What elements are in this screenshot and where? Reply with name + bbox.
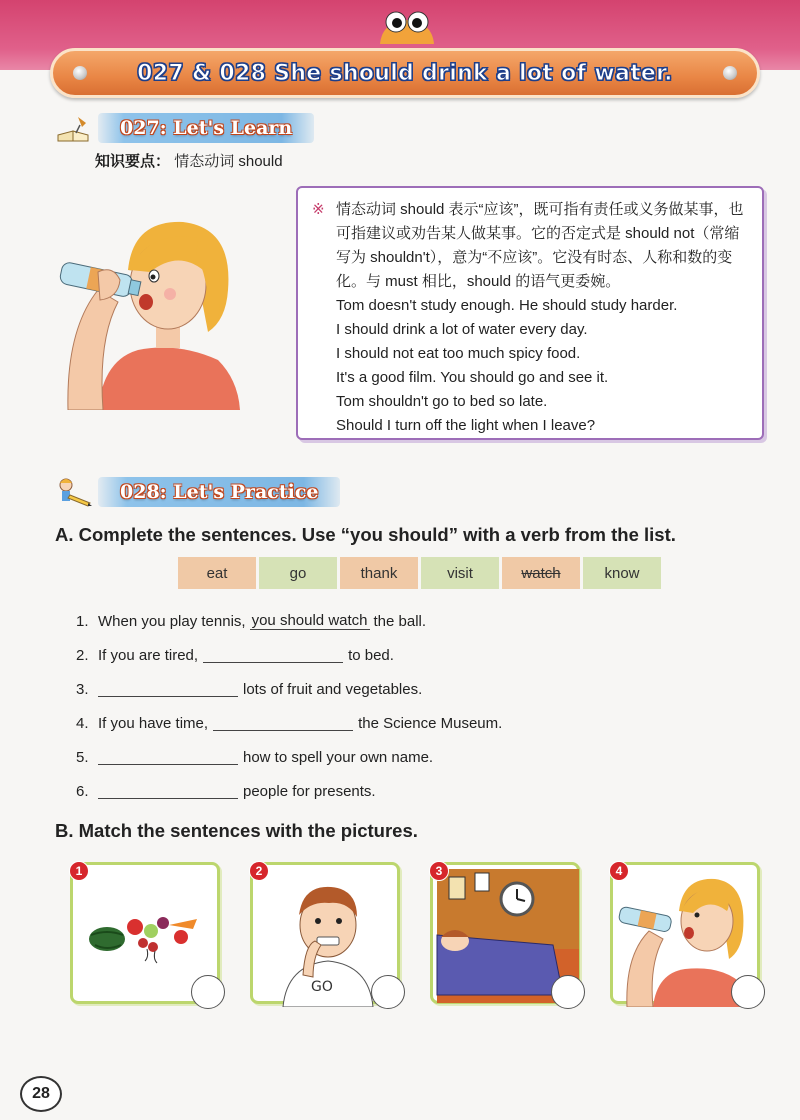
picture-row — [70, 862, 760, 1012]
sentence-row: 6. people for presents. — [76, 782, 376, 800]
sentence-row: 4. If you have time, the Science Museum. — [76, 714, 503, 732]
key-points-label: 知识要点： — [95, 153, 171, 170]
key-points-value: 情态动词 should — [174, 153, 283, 170]
word-box-used: watch — [502, 557, 580, 589]
answer-blank[interactable] — [203, 647, 343, 663]
answer-circle[interactable] — [551, 975, 585, 1009]
answer-circle[interactable] — [371, 975, 405, 1009]
word-box: eat — [178, 557, 256, 589]
exercise-a-heading: A. Complete the sentences. Use “you should” with a verb from the list. — [55, 524, 676, 545]
exercise-a-sentences — [76, 604, 676, 808]
answer-blank[interactable] — [98, 783, 238, 799]
sentence-row: 2. If you are tired, to bed. — [76, 646, 394, 664]
exercise-b-heading: B. Match the sentences with the pictures. — [55, 820, 418, 841]
note-mark-icon: ※ — [312, 201, 325, 218]
example-answer: you should watch — [251, 612, 368, 629]
example-sentence: Tom shouldn't go to bed so late. — [336, 393, 548, 410]
picture-card-fruit — [70, 862, 220, 1004]
sentence-row: 3. lots of fruit and vegetables. — [76, 680, 423, 698]
example-sentence: Should I turn off the light when I leave? — [336, 417, 596, 434]
pencil-kid-icon — [56, 477, 92, 507]
word-box: visit — [421, 557, 499, 589]
example-sentence: I should drink a lot of water every day. — [336, 321, 588, 338]
word-box: know — [583, 557, 661, 589]
picture-number-badge: 1 — [69, 861, 89, 881]
lesson-title: 027 & 028 She should drink a lot of water. — [137, 60, 673, 86]
lesson-title-banner — [50, 48, 760, 98]
grammar-note-box — [296, 186, 764, 440]
section-tag-learn — [56, 112, 314, 144]
picture-number-badge: 4 — [609, 861, 629, 881]
word-box: go — [259, 557, 337, 589]
svg-text:GO: GO — [311, 979, 333, 995]
picture-number-badge: 3 — [429, 861, 449, 881]
word-list — [178, 557, 664, 589]
sentence-row: 1. When you play tennis, you should watch the ball. — [76, 612, 427, 630]
picture-card-girl — [610, 862, 760, 1004]
pin-icon — [723, 66, 737, 80]
answer-blank[interactable] — [213, 715, 353, 731]
example-sentence: It's a good film. You should go and see it. — [336, 369, 609, 386]
grammar-note-text: 情态动词 should 表示“应该”，既可指有责任或义务做某事，也可指建议或劝告某人做某事。它的否定式是 should not（常缩写为 shouldn't），意为“不应该”。它没有时态、人称和数的变化。与 must 相比，should 的语气更委婉。 — [336, 201, 744, 290]
section-tag-practice — [56, 476, 340, 508]
example-sentence: Tom doesn't study enough. He should study harder. — [336, 297, 678, 314]
picture-number-badge: 2 — [249, 861, 269, 881]
book-lamp-icon — [56, 113, 92, 143]
grammar-note — [312, 198, 750, 294]
section-tag-label: 028: Let's Practice — [120, 481, 319, 503]
answer-blank[interactable] — [98, 749, 238, 765]
mascot-eyes-icon — [372, 4, 442, 44]
answer-blank[interactable] — [98, 681, 238, 697]
word-box: thank — [340, 557, 418, 589]
picture-card-bed — [430, 862, 580, 1004]
pin-icon — [73, 66, 87, 80]
girl-drinking-illustration — [58, 210, 248, 410]
section-tag-label: 027: Let's Learn — [120, 117, 293, 139]
answer-circle[interactable] — [191, 975, 225, 1009]
picture-card-boy — [250, 862, 400, 1004]
example-sentence: I should not eat too much spicy food. — [336, 345, 581, 362]
page-number: 28 — [20, 1076, 62, 1112]
sentence-row: 5. how to spell your own name. — [76, 748, 434, 766]
answer-circle[interactable] — [731, 975, 765, 1009]
key-points — [95, 150, 283, 171]
